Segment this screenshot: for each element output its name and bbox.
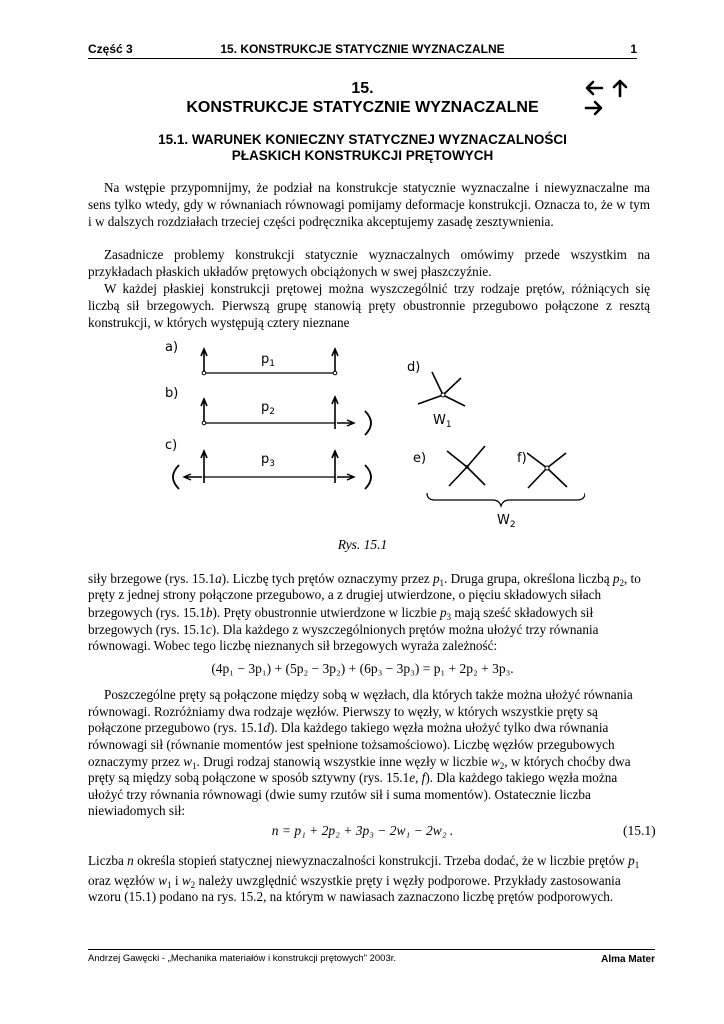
arrow-right-icon[interactable] — [583, 98, 605, 118]
running-header — [88, 40, 637, 59]
section-heading-line-2: PŁASKICH KONSTRUKCJI PRĘTOWYCH — [231, 148, 494, 163]
hinge-a-left — [202, 371, 206, 375]
figure-label-c: c) — [165, 438, 178, 453]
figure-caption: Rys. 15.1 — [337, 537, 388, 552]
hinge-d — [441, 393, 445, 397]
hinge-a-right — [333, 371, 337, 375]
equation-1: (4p₁ − 3p₁) + (5p₂ − 3p₂) + (6p₃ − 3p₃) = p₁ + 2p₂ + 3p₃. — [211, 661, 514, 676]
node-f — [545, 466, 549, 470]
brace-w2 — [427, 493, 585, 506]
paragraph-intro-1: Na wstępie przypomnijmy, że podział na konstrukcje statycznie wyznaczalne i niewyznaczalne ma sens tylko wtedy, gdy w równaniach równowagi pomijamy deformacje konstrukcji. Oznacza to, że w tym i w dalszych rozdziałach trzeciej części podręcznika akceptujemy zasadę zesztywnienia. — [88, 180, 650, 229]
footer-publisher: Alma Mater — [601, 954, 655, 965]
page-navigation — [583, 78, 655, 98]
axial-arrow-c-right — [337, 474, 354, 480]
arrow-left-icon[interactable] — [583, 78, 605, 98]
body-line-4: brzegowych (rys. 15.1c). Dla każdego z wyszczególnionych prętów można ułożyć trzy równania — [88, 622, 599, 637]
figure-label-d: d) — [407, 360, 421, 375]
hinged-joint-d — [418, 372, 465, 406]
body2-line-3: połączone przegubowo (rys. 15.1d). Dla każdego takiego węzła można ułożyć tylko dwa równania — [88, 720, 609, 735]
moment-arrow-b — [365, 411, 371, 435]
body-line-3: brzegowych (rys. 15.1b). Pręty obustronnie utwierdzone w liczbie $p_3$ mają sześć składowych sił — [88, 605, 594, 622]
label-p1: $p_1$ — [261, 352, 275, 369]
moment-arrow-c-left — [173, 465, 179, 489]
moment-arrow-c-right — [365, 465, 371, 489]
force-arrow-a-right — [332, 349, 338, 371]
body-line-2: pręty z jednej strony połączone przegubowo, a z drugiej utwierdzone, o pięciu składowych siłach — [88, 587, 602, 602]
body2-line-8: niewiadomych sił: — [88, 803, 186, 818]
header-chapter: 15. KONSTRUKCJE STATYCZNIE WYZNACZALNE — [220, 42, 505, 56]
chapter-number: 15. — [351, 80, 374, 97]
paragraph-intro-2: Zasadnicze problemy konstrukcji statycznie wyznaczalnych omówimy przede wszystkim na przykładach płaskich układów prętowych obciążonych w swej płaszczyźnie. — [88, 247, 650, 279]
figure-label-b: b) — [165, 386, 179, 401]
node-e — [465, 465, 469, 469]
arrow-up-icon[interactable] — [609, 78, 631, 98]
label-w1: $W_1$ — [433, 413, 452, 430]
body3-line-2: oraz węzłów $w_1$ i $w_2$ należy uwzględnić wszystkie pręty i węzły podporowe. Przykłady zastosowania — [88, 873, 621, 890]
force-arrow-c-left — [201, 451, 207, 471]
force-arrow-c-right — [332, 451, 338, 471]
header-part: Część 3 — [88, 42, 133, 56]
label-w2: $W_2$ — [497, 513, 516, 530]
axial-arrow-c-left — [184, 474, 202, 480]
section-heading — [88, 132, 637, 164]
section-heading-line-1: 15.1. WARUNEK KONIECZNY STATYCZNEJ WYZNACZALNOŚCI — [158, 132, 567, 147]
figure-label-a: a) — [165, 340, 179, 355]
body2-line-1: Poszczególne pręty są połączone między sobą w węzłach, dla których także można ułożyć równania — [104, 687, 633, 702]
page-footer — [88, 949, 655, 968]
paragraph-intro-3: W każdej płaskiej konstrukcji prętowej można wyszczególnić trzy rodzaje prętów, różniących się liczbą sił brzegowych. Pierwszą grupę stanowią pręty obustronnie przegubowo połączone z resztą konstrukcji, w których występują cztery nieznane — [88, 281, 650, 330]
force-arrow-b-right — [332, 397, 338, 417]
body2-line-5: oznaczymy przez $w_1$. Drugi rodzaj stanowią wszystkie inne węzły w liczbie $w_2$, w których choćby dwa — [88, 754, 631, 771]
figure-label-f: f) — [517, 451, 527, 466]
figure-label-e: e) — [413, 451, 427, 466]
body-line-5: równowagi. Wobec tego liczbę nieznanych sił brzegowych wyraża zależność: — [88, 638, 498, 653]
figure-rys-15-1 — [155, 335, 585, 535]
equation-2: n = p₁ + 2p₂ + 3p₃ − 2w₁ − 2w₂ . — [271, 823, 454, 838]
equation-2-number: (15.1) — [623, 823, 656, 838]
body3-line-3: wzoru (15.1) podano na rys. 15.2, na którym w nawiasach zaznaczono liczbę prętów podporowych. — [88, 889, 614, 904]
body2-line-6: pręty są między sobą połączone w sposób sztywny (rys. 15.1e, f). Dla każdego takiego węzła można — [88, 770, 618, 785]
footer-author: Andrzej Gawęcki - „Mechanika materiałów i konstrukcji prętowych" 2003r. — [88, 953, 397, 964]
force-arrow-a-left — [201, 349, 207, 371]
body2-line-4: równowagi sił (równanie momentów jest spełnione tożsamościowo). Liczbę węzłów przegubowych — [88, 737, 615, 752]
hinge-b-left — [202, 421, 206, 425]
body-line-1: siły brzegowe (rys. 15.1a). Liczbę tych prętów oznaczymy przez $p_1$. Druga grupa, określona liczbą $p_2$, to — [88, 571, 641, 588]
header-page-number: 1 — [630, 42, 637, 56]
label-p2: $p_2$ — [261, 400, 275, 417]
body3-line-1: Liczba n określa stopień statycznej niewyznaczalności konstrukcji. Trzeba dodać, że w liczbie prętów $p_1$ — [88, 853, 640, 870]
force-arrow-b-left — [201, 399, 207, 421]
chapter-title: KONSTRUKCJE STATYCZNIE WYZNACZALNE — [186, 99, 539, 116]
axial-arrow-b — [337, 420, 354, 426]
label-p3: $p_3$ — [261, 452, 275, 469]
body2-line-7: ułożyć trzy równania równowagi (dwie sumy rzutów sił i suma momentów). Ostatecznie liczba — [88, 787, 591, 802]
body2-line-2: równowagi. Rozróżniamy dwa rodzaje węzłów. Pierwszy to węzły, w których wszystkie pręty są — [88, 704, 598, 719]
